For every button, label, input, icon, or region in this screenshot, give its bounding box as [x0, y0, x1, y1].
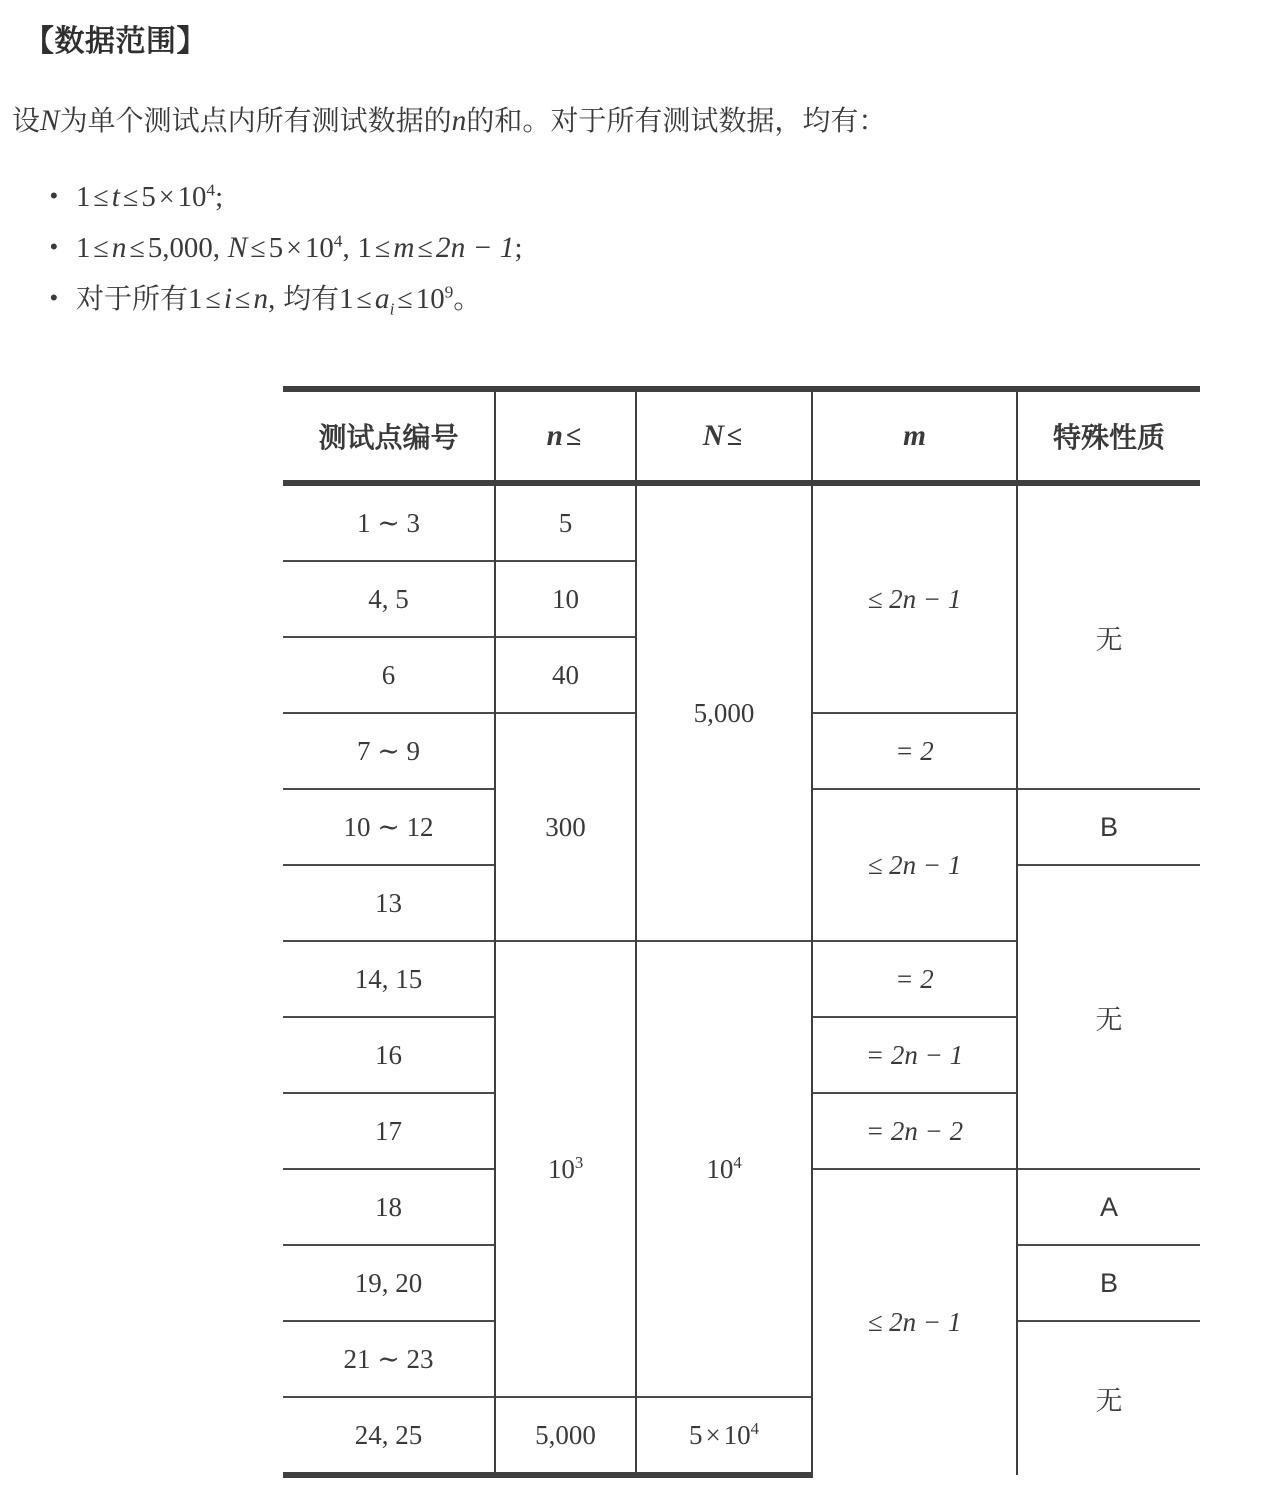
cell-special-property-none: 无: [1017, 1321, 1200, 1475]
header-n-var: n: [546, 419, 563, 452]
cell-cases: 1 ∼ 3: [283, 483, 495, 561]
header-special-property: 特殊性质: [1017, 389, 1200, 483]
cell-n-bound-10p3: [495, 941, 636, 1397]
bullet2-le-5: ≤: [417, 233, 433, 264]
cell-m-spec-eq2n2: = 2n − 2: [812, 1093, 1017, 1169]
cell-n-bound: 5: [495, 483, 636, 561]
bullet2-var-N: N: [227, 232, 248, 264]
cell-special-property-none: 无: [1017, 483, 1200, 789]
cell-n-bound: 40: [495, 637, 636, 713]
intro-text-3: 的和。对于所有测试数据，均有：: [466, 105, 887, 136]
bullet3-base: 10: [415, 283, 445, 315]
N-5x10p4-five: 5: [688, 1419, 703, 1450]
cell-m-spec-le2n1-c: ≤ 2n − 1: [812, 1169, 1017, 1475]
bullet2-times: ×: [286, 233, 302, 264]
bullet3-period: 。: [453, 283, 482, 314]
bullet3-var-i: i: [223, 283, 232, 315]
intro-var-N: N: [40, 105, 60, 137]
bullet3-le-1: ≤: [205, 284, 221, 315]
intro-text-2: 为单个测试点内所有测试数据的: [59, 105, 452, 136]
header-n-op: ≤: [565, 420, 582, 452]
constraints-table: [283, 386, 1200, 1478]
N-10p4-base: 10: [706, 1153, 734, 1184]
bullet2-le-1: ≤: [93, 233, 109, 264]
bullet1-times: ×: [158, 182, 175, 213]
cell-m-spec-le2n1: ≤ 2n − 1: [812, 483, 1017, 713]
cell-m-spec-eq2: = 2: [812, 713, 1017, 789]
cell-cases: 14, 15: [283, 941, 495, 1017]
N-10p4-exponent: 4: [733, 1152, 742, 1172]
intro-var-n: n: [451, 105, 467, 137]
table-header-row: [283, 389, 1200, 483]
cell-cases: 21 ∼ 23: [283, 1321, 495, 1397]
cell-cases: 7 ∼ 9: [283, 713, 495, 789]
bullet1-le-2: ≤: [122, 182, 139, 213]
bullet1-var-t: t: [111, 181, 120, 213]
bullet2-one-2: 1: [357, 232, 372, 264]
bullet3-var-a: a: [374, 283, 390, 315]
cell-n-bound-300: 300: [495, 713, 636, 941]
bullet2-exponent: 4: [333, 231, 343, 251]
bullet3-var-n: n: [253, 283, 269, 315]
cell-cases: 17: [283, 1093, 495, 1169]
page-title: 【数据范围】: [24, 25, 207, 58]
bullet1-semicolon: ;: [215, 181, 224, 213]
bullet2-comma-1: ,: [212, 232, 220, 264]
table-header: [283, 389, 1200, 483]
bullet2-semicolon: ;: [514, 232, 523, 264]
bullet1-one: 1: [76, 181, 91, 213]
bullet3-le-3: ≤: [356, 284, 372, 315]
header-N-op: ≤: [726, 420, 743, 452]
bullet2-var-n: n: [111, 232, 127, 264]
list-item-constraint-t: [46, 180, 523, 234]
bullet3-one: 1: [188, 283, 203, 315]
bullet2-le-2: ≤: [129, 233, 145, 264]
cell-m-spec-eq2-b: = 2: [812, 941, 1017, 1017]
bullet3-lead: 对于所有: [76, 283, 189, 314]
bullet1-five: 5: [141, 181, 156, 213]
bullet3-exponent: 9: [444, 282, 454, 302]
bullet3-le-4: ≤: [397, 284, 413, 315]
cell-cases: 16: [283, 1017, 495, 1093]
table-body: [283, 483, 1200, 1475]
header-test-case-id: 测试点编号: [283, 389, 495, 483]
cell-cases: 6: [283, 637, 495, 713]
bullet2-one: 1: [76, 232, 91, 264]
N-5x10p4-times: ×: [705, 1419, 721, 1450]
N-5x10p4-exponent: 4: [750, 1418, 760, 1438]
constraints-list: [46, 180, 523, 336]
cell-cases: 13: [283, 865, 495, 941]
bullet1-le-1: ≤: [93, 182, 109, 213]
list-item-constraint-n-N-m: [46, 231, 523, 285]
cell-N-bound-10p4: [636, 941, 812, 1397]
intro-paragraph: [12, 100, 886, 143]
cell-cases: 4, 5: [283, 561, 495, 637]
cell-N-bound-5000: 5,000: [636, 483, 812, 941]
cell-N-bound-5x10p4: [636, 1397, 812, 1475]
cell-cases: 10 ∼ 12: [283, 789, 495, 865]
bullet2-five: 5: [268, 232, 284, 264]
n-10p3-exponent: 3: [574, 1152, 584, 1172]
bullet1-base: 10: [177, 181, 207, 213]
bullet2-le-3: ≤: [250, 233, 266, 264]
intro-text-1: 设: [12, 105, 41, 136]
cell-n-bound-5000: 5,000: [495, 1397, 636, 1475]
N-5x10p4-base: 10: [723, 1419, 751, 1450]
header-N-bound: [636, 389, 812, 483]
list-item-constraint-a-i: [46, 282, 523, 336]
constraints-table-wrapper: [283, 386, 1200, 1478]
bullet2-comma-2: ,: [342, 232, 350, 264]
n-10p3-base: 10: [547, 1153, 575, 1184]
bullet2-expr: 2n − 1: [435, 232, 515, 264]
bullet3-comma: ,: [268, 283, 276, 315]
bullet2-var-m: m: [393, 232, 415, 264]
bullet3-subscript-i: i: [389, 299, 395, 319]
bullet2-base: 10: [304, 232, 334, 264]
header-m-spec: [812, 389, 1017, 483]
cell-special-property-B: B: [1017, 1245, 1200, 1321]
cell-n-bound: 10: [495, 561, 636, 637]
header-N-var: N: [702, 419, 724, 452]
bullet3-mid: 均有: [283, 283, 340, 314]
cell-m-spec-le2n1-b: ≤ 2n − 1: [812, 789, 1017, 941]
cell-cases: 19, 20: [283, 1245, 495, 1321]
cell-m-spec-eq2n1: = 2n − 1: [812, 1017, 1017, 1093]
cell-special-property-A: A: [1017, 1169, 1200, 1245]
table-row: [283, 483, 1200, 561]
cell-special-property-B: B: [1017, 789, 1200, 865]
cell-cases: 18: [283, 1169, 495, 1245]
bullet2-le-4: ≤: [374, 233, 391, 264]
header-m-var: m: [903, 419, 926, 452]
cell-special-property-none: 无: [1017, 865, 1200, 1169]
bullet2-n-max: 5,000: [147, 232, 213, 264]
header-n-bound: [495, 389, 636, 483]
bullet1-exponent: 4: [206, 180, 216, 200]
cell-cases: 24, 25: [283, 1397, 495, 1475]
bullet3-le-2: ≤: [234, 284, 251, 315]
bullet3-one-2: 1: [339, 283, 354, 315]
